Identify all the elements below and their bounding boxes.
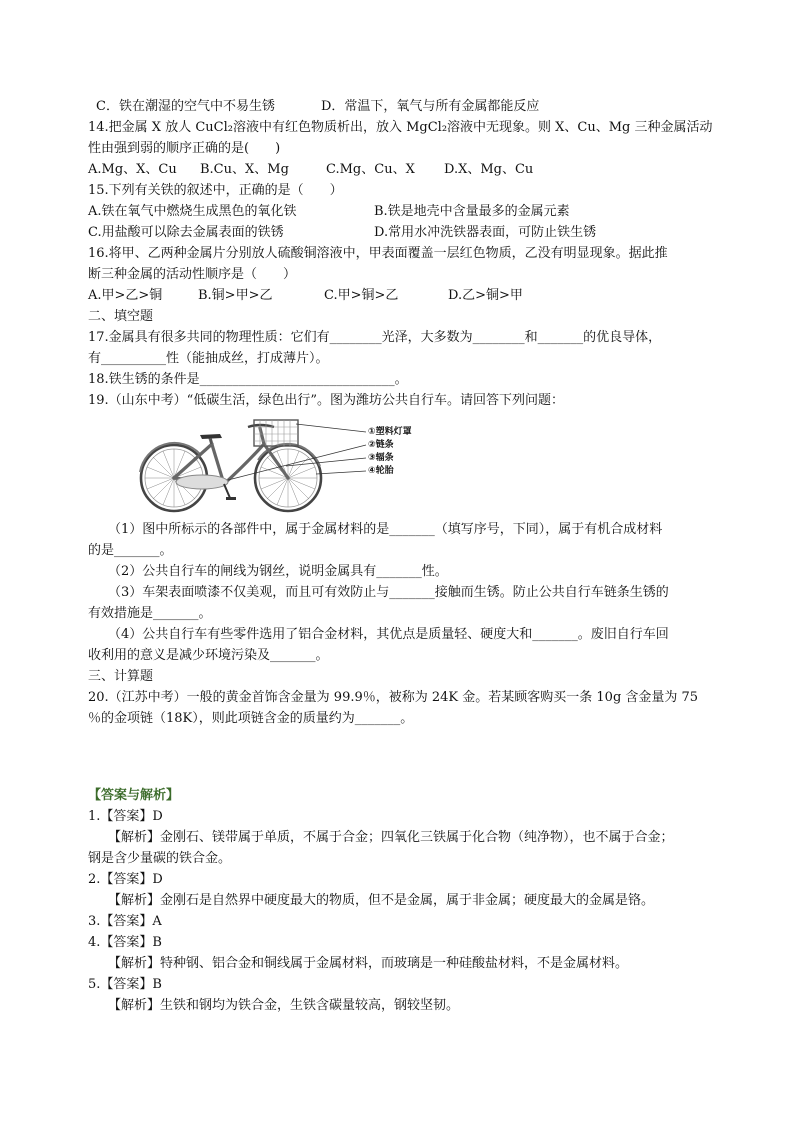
q16-option-c: C.甲>铜>乙 [324,288,399,303]
question-content [88,96,718,1016]
explanation-4-line1: 【解析】特种钢、铝合金和铜线属于金属材料，而玻璃是一种硅酸盐材料，不是金属材料。 [108,956,629,971]
q19-stem: 19.（山东中考）“低碳生活，绿色出行”。图为潍坊公共自行车。请回答下列问题： [88,393,564,408]
q20-line2: ％的金项链（18K），则此项链含金的质量约为_______。 [88,711,414,726]
q13-option-c: C．铁在潮湿的空气中不易生锈 [96,99,275,114]
answer-2: 2.【答案】D [88,872,163,887]
q16-stem-line2: 断三种金属的活动性顺序是（ ） [88,267,297,282]
q14-options [88,159,718,180]
q15-option-c: C.用盐酸可以除去金属表面的铁锈 [88,225,284,240]
label-spokes: ③辐条 [368,453,394,463]
label-chain: ②链条 [368,440,394,450]
q19-part4-line1: （4）公共自行车有些零件选用了铝合金材料，其优点是质量轻、硬度大和_______。废旧自行车回 [108,627,669,642]
q20-line1: 20.（江苏中考）一般的黄金首饰含金量为 99.9％，被称为 24K 金。若某顾客购买一条 10g 含金量为 75 [88,690,699,705]
label-plastic-lampshade: ①塑料灯罩 [368,427,412,437]
bicycle-illustration [136,414,376,517]
q14-stem-line2: 性由强到弱的顺序正确的是( ) [88,141,281,156]
q15-options-ab [88,201,718,222]
q14-option-c: C.Mg、Cu、X [326,162,415,177]
q14-option-b: B.Cu、X、Mg [200,162,289,177]
section-heading-calc: 三、计算题 [88,669,154,684]
answer-3: 3.【答案】A [88,914,162,929]
answer-5: 5.【答案】B [88,977,162,992]
q19-part1-line2: 的是_______。 [88,543,173,558]
explanation-1-line1: 【解析】金刚石、镁带属于单质，不属于合金；四氧化三铁属于化合物（纯净物），也不属于合金； [108,830,674,845]
q16-option-a: A.甲>乙>铜 [88,288,163,303]
q19-part2: （2）公共自行车的闸线为钢丝，说明金属具有_______性。 [108,564,448,579]
q19-part4-line2: 收利用的意义是减少环境污染及_______。 [88,648,329,663]
section-heading-fill: 二、填空题 [88,309,154,324]
label-tire: ④轮胎 [368,466,394,476]
q16-option-d: D.乙>铜>甲 [448,288,523,303]
q13-options-cd [88,96,718,117]
q15-option-d: D.常用水冲洗铁器表面，可防止铁生锈 [374,225,597,240]
q19-part1-line1: （1）图中所标示的各部件中，属于金属材料的是_______（填写序号，下同），属于有机合成材料 [108,522,663,537]
q18-line: 18.铁生锈的条件是______________________________。 [88,372,408,387]
q17-line1: 17.金属具有很多共同的物理性质：它们有________光泽，大多数为________和_______的优良导体， [88,330,662,345]
explanation-1-line2: 钢是含少量碳的铁合金。 [88,851,232,866]
answers-heading: 【答案与解析】 [88,788,180,803]
q15-option-b: B.铁是地壳中含量最多的金属元素 [374,204,570,219]
q13-option-d: D．常温下，氧气与所有金属都能反应 [321,99,540,114]
q16-options [88,285,718,306]
bicycle-part-labels [368,426,412,478]
q14-stem-line1: 14.把金属 X 放人 CuCl₂溶液中有红色物质析出，放入 MgCl₂溶液中无现象。则 X、Cu、Mg 三种金属活动 [88,120,713,135]
q17-line2: 有__________性（能抽成丝，打成薄片）。 [88,351,329,366]
answer-1: 1.【答案】D [88,809,163,824]
q15-option-a: A.铁在氧气中燃烧生成黑色的氧化铁 [88,204,297,219]
q15-stem: 15.下列有关铁的叙述中，正确的是（ ） [88,183,343,198]
q19-part3-line2: 有效措施是_______。 [88,606,212,621]
explanation-2-line1: 【解析】金刚石是自然界中硬度最大的物质，但不是金属，属于非金属；硬度最大的金属是铬。 [108,893,655,908]
bicycle-figure [88,414,718,517]
q14-option-d: D.X、Mg、Cu [444,162,534,177]
q16-option-b: B.铜>甲>乙 [198,288,273,303]
answer-4: 4.【答案】B [88,935,162,950]
q19-part3-line1: （3）车架表面喷漆不仅美观，而且可有效防止与_______接触而生锈。防止公共自行车链条生锈的 [108,585,669,600]
q15-options-cd [88,222,718,243]
q16-stem-line1: 16.将甲、乙两种金属片分别放人硫酸铜溶液中，甲表面覆盖一层红色物质，乙没有明显现象。据此推 [88,246,668,261]
explanation-5-line1: 【解析】生铁和钢均为铁合金，生铁含碳量较高，钢较坚韧。 [108,998,460,1013]
q14-option-a: A.Mg、X、Cu [88,162,177,177]
